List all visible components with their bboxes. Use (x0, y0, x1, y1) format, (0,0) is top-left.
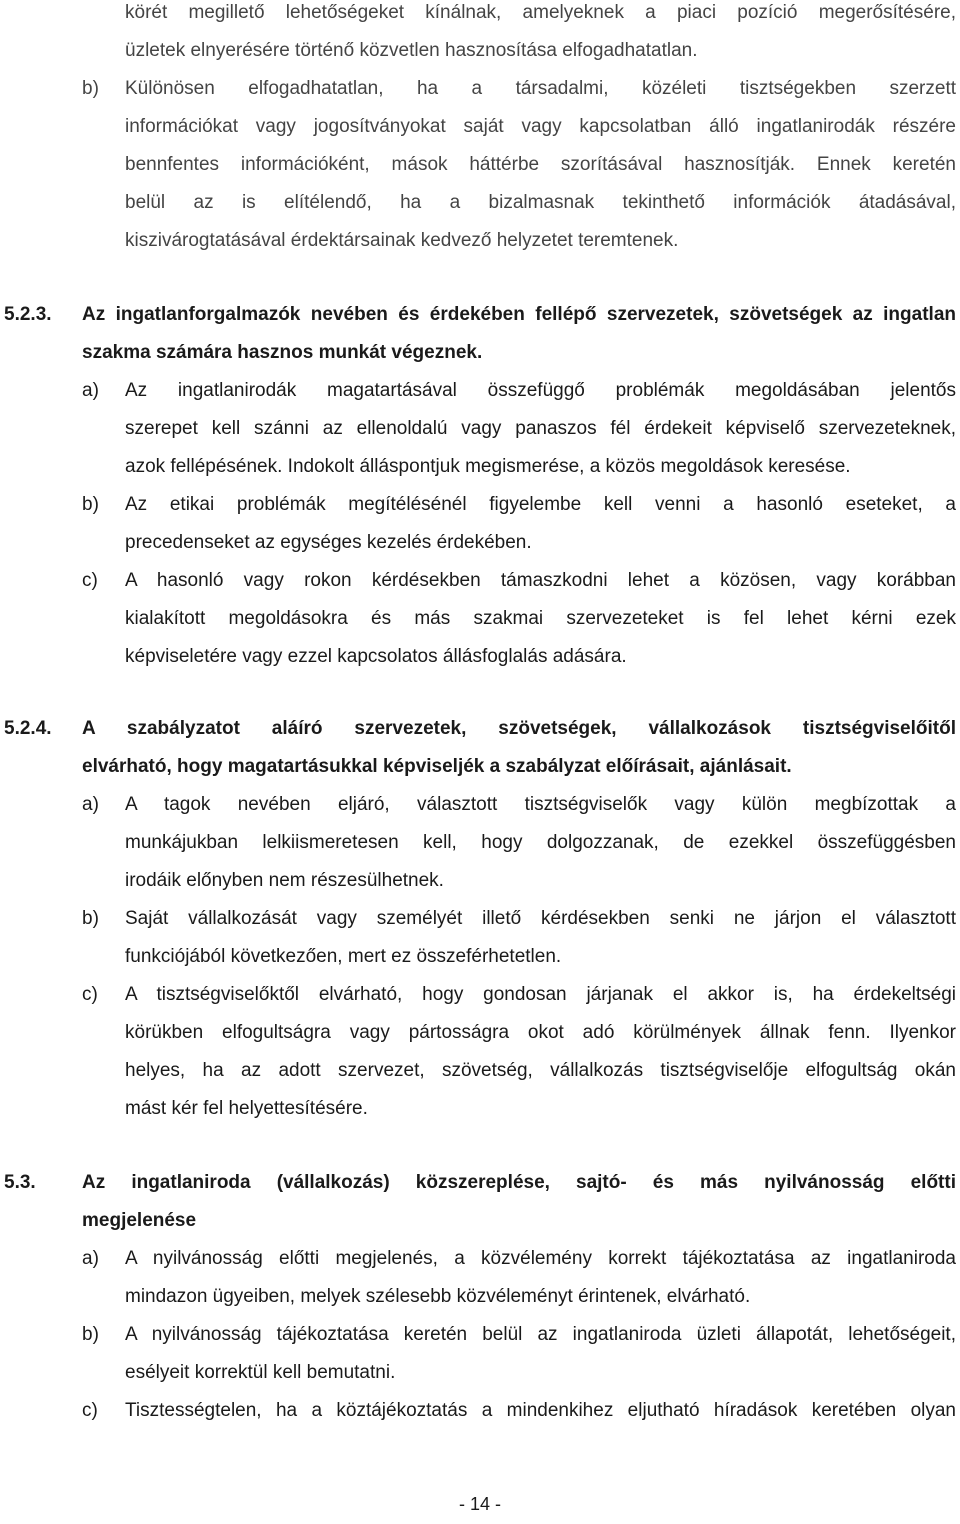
text-line: A nyilvánosság előtti megjelenés, a közvélemény korrekt tájékoztatása az ingatlaniroda (125, 1248, 956, 1269)
list-label: b) (82, 908, 99, 929)
section-5-2-4 (0, 710, 960, 1128)
text-line: azok fellépésének. Indokolt álláspontjuk megismerése, a közös megoldások keresése. (125, 456, 851, 477)
text-line: Saját vállalkozását vagy személyét illető kérdésekben senki ne járjon el választott (125, 908, 956, 929)
list-label: b) (82, 494, 99, 515)
section-5-2-3 (0, 296, 960, 676)
list-label: c) (82, 984, 98, 1005)
text-line: funkciójából következően, mert ez összeférhetetlen. (125, 946, 562, 967)
continuation-paragraph (0, 0, 960, 70)
text-line: irodáik előnyben nem részesülhetnek. (125, 870, 444, 891)
list-label: b) (82, 1324, 99, 1345)
section-heading: megjelenése (82, 1210, 197, 1231)
text-line: üzletek elnyerésére történő közvetlen hasznosítása elfogadhatatlan. (125, 40, 698, 61)
text-line: képviseletére vagy ezzel kapcsolatos állásfoglalás adására. (125, 646, 627, 667)
section-number: 5.3. (4, 1172, 36, 1193)
list-label: a) (82, 380, 99, 401)
section-heading: Az ingatlaniroda (vállalkozás) közszereplése, sajtó- és más nyilvánosság előtti (82, 1172, 956, 1193)
list-label: c) (82, 1400, 98, 1421)
section-heading: szakma számára hasznos munkát végeznek. (82, 342, 483, 363)
text-line: mást kér fel helyettesítésére. (125, 1098, 368, 1119)
list-label: a) (82, 794, 99, 815)
text-line: munkájukban lelkiismeretesen kell, hogy dolgozzanak, de ezekkel összefüggésben (125, 832, 956, 853)
text-line: Az ingatlanirodák magatartásával összefüggő problémák megoldásában jelentős (125, 380, 956, 401)
section-5-3 (0, 1164, 960, 1430)
list-label: c) (82, 570, 98, 591)
text-line: körét megillető lehetőségeket kínálnak, amelyeknek a piaci pozíció megerősítésére, (125, 2, 956, 23)
text-line: bennfentes információként, mások háttérbe szorításával hasznosítják. Ennek keretén (125, 154, 956, 175)
list-label: b) (82, 78, 99, 99)
text-line: szerepet kell szánni az ellenoldalú vagy panaszos fél érdekeit képviselő szervezeteknek, (125, 418, 956, 439)
list-item-b (0, 70, 960, 260)
section-heading: A szabályzatot aláíró szervezetek, szövetségek, vállalkozások tisztségviselőitől (82, 718, 956, 739)
text-line: kialakított megoldásokra és más szakmai szervezeteket is fel lehet kérni ezek (125, 608, 956, 629)
text-line: mindazon ügyeiben, melyek szélesebb közvéleményt érintenek, elvárható. (125, 1286, 751, 1307)
text-line: esélyeit korrektül kell bemutatni. (125, 1362, 396, 1383)
text-line: helyes, ha az adott szervezet, szövetség, vállalkozás tisztségviselője elfogultság okán (125, 1060, 956, 1081)
section-heading: elvárható, hogy magatartásukkal képviseljék a szabályzat előírásait, ajánlásait. (82, 756, 792, 777)
text-line: körükben elfogultságra vagy pártosságra okot adó körülmények állnak fenn. Ilyenkor (125, 1022, 956, 1043)
text-line: A hasonló vagy rokon kérdésekben támaszkodni lehet a közösen, vagy korábban (125, 570, 956, 591)
text-line: A tisztségviselőktől elvárható, hogy gondosan járjanak el akkor is, ha érdekeltségi (125, 984, 956, 1005)
text-line: A tagok nevében eljáró, választott tisztségviselők vagy külön megbízottak a (125, 794, 956, 815)
text-line: precedenseket az egységes kezelés érdekében. (125, 532, 532, 553)
text-line: Az etikai problémák megítélésénél figyelembe kell venni a hasonló eseteket, a (125, 494, 956, 515)
list-label: a) (82, 1248, 99, 1269)
section-number: 5.2.3. (4, 304, 52, 325)
text-line: Tisztességtelen, ha a köztájékoztatás a mindenkihez eljutható híradások keretében olyan (125, 1400, 956, 1421)
text-line: Különösen elfogadhatatlan, ha a társadalmi, közéleti tisztségekben szerzett (125, 78, 956, 99)
section-number: 5.2.4. (4, 718, 52, 739)
page-number: - 14 - (458, 1494, 501, 1514)
text-line: információkat vagy jogosítványokat saját vagy kapcsolatban álló ingatlanirodák részére (125, 116, 956, 137)
text-line: kiszivárogtatásával érdektársainak kedvező helyzetet teremtenek. (125, 230, 679, 251)
text-line: A nyilvánosság tájékoztatása keretén belül az ingatlaniroda üzleti állapotát, lehetőségeit, (125, 1324, 956, 1345)
text-line: belül az is elítélendő, ha a bizalmasnak tekinthető információk átadásával, (125, 192, 956, 213)
section-heading: Az ingatlanforgalmazók nevében és érdekében fellépő szervezetek, szövetségek az ingatlan (82, 304, 956, 325)
